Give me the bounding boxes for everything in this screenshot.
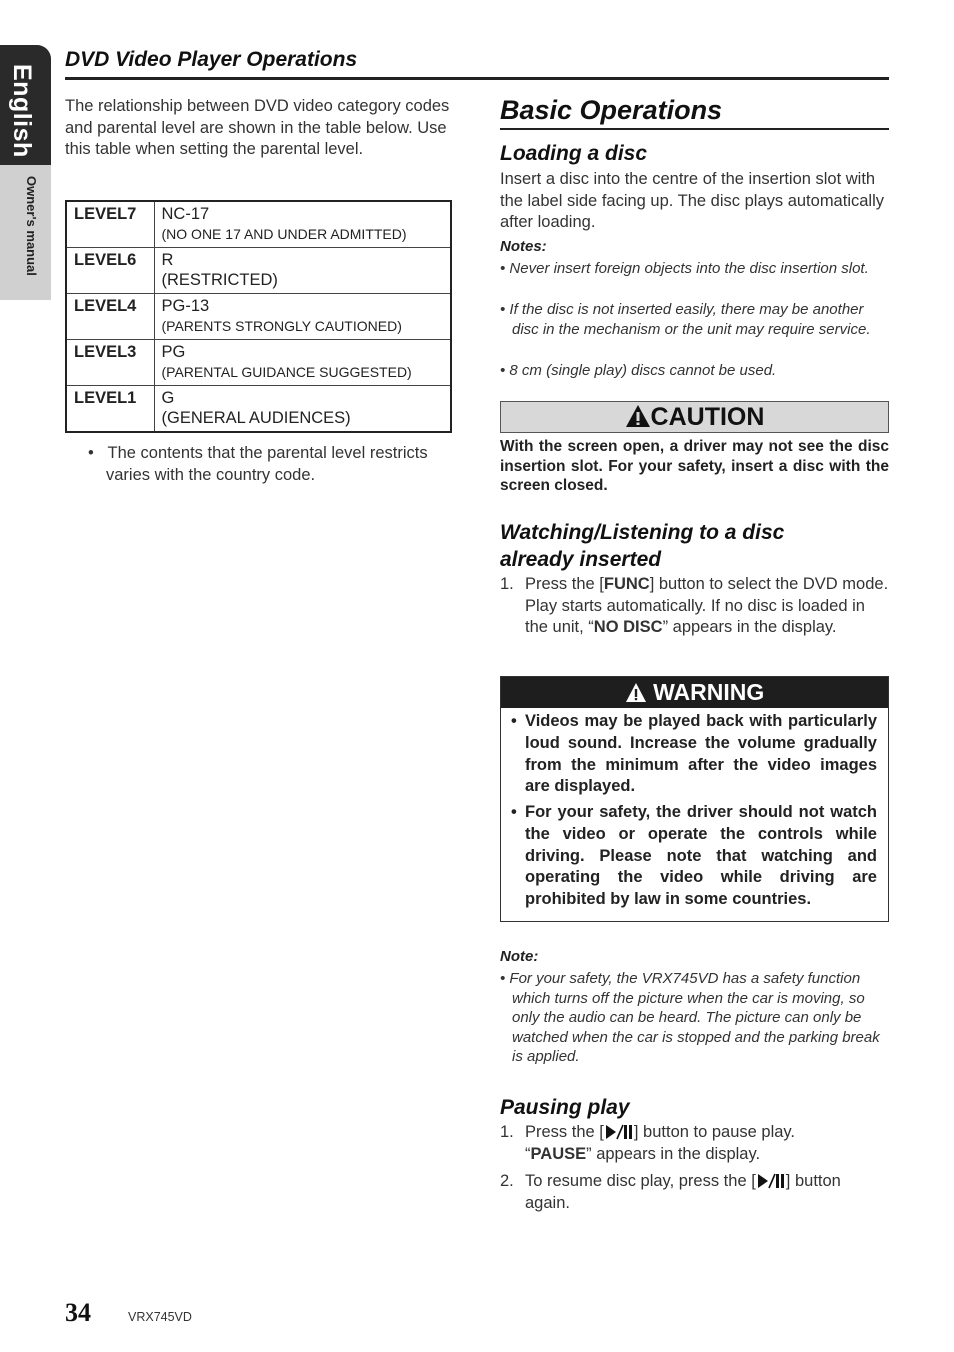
parental-level-table [65, 200, 452, 433]
header-rule [65, 77, 889, 80]
table-row [66, 340, 451, 386]
rating-code: NC-17 [161, 205, 210, 223]
watching-step-1 [500, 574, 889, 639]
warning-item [511, 802, 877, 911]
table-row [66, 294, 451, 340]
rating-description: (NO ONE 17 AND UNDER ADMITTED) [161, 226, 407, 242]
pausing-heading: Pausing play [500, 1096, 630, 1119]
level-cell: LEVEL6 [66, 248, 154, 294]
pause-label: PAUSE [530, 1144, 587, 1163]
notes-label: Notes: [500, 238, 547, 255]
level-cell: LEVEL1 [66, 386, 154, 433]
caution-text: With the screen open, a driver may not see the disc insertion slot. For your safety, insert a disc with the screen closed. [500, 438, 889, 495]
note-label: Note: [500, 948, 539, 965]
step-text: Press the [ [525, 575, 604, 593]
model-number: VRX745VD [128, 1310, 192, 1324]
section-title: DVD Video Player Operations [65, 48, 358, 71]
rating-description: (PARENTS STRONGLY CAUTIONED) [161, 318, 402, 334]
warning-triangle-icon [625, 404, 651, 428]
level-cell: LEVEL3 [66, 340, 154, 386]
side-tab-manual: Owner's manual [24, 176, 39, 276]
loading-text: Insert a disc into the centre of the insertion slot with the label side facing up. The disc plays automatically after loading. [500, 170, 884, 232]
step-text: “ [525, 1144, 531, 1163]
note-text: For your safety, the VRX745VD has a safety function which turns off the picture when the car is moving, so only the audio can be heard. The picture can only be watched when the car is stopped and the parking break is applied. [509, 970, 880, 1066]
note-item: • Never insert foreign objects into the disc insertion slot. [500, 260, 869, 277]
func-button-label: FUNC [603, 575, 650, 593]
step-text: ] button again. [525, 1172, 841, 1212]
note-item: • 8 cm (single play) discs cannot be used. [500, 362, 777, 379]
warning-label: WARNING [653, 679, 765, 705]
caution-label: CAUTION [650, 403, 765, 431]
level-cell: LEVEL4 [66, 294, 154, 340]
warning-text: For your safety, the driver should not watch the video or operate the controls while driving. Please note that watching and operating the video while driving are prohibited by law in some countries. [525, 803, 877, 909]
bullet-icon: • [511, 803, 517, 821]
rating-description: (GENERAL AUDIENCES) [161, 409, 351, 427]
rating-cell [154, 386, 451, 433]
watching-heading-line2: already inserted [500, 548, 662, 571]
step-text: ” appears in the display. [662, 618, 837, 637]
note-item: • If the disc is not inserted easily, there may be another disc in the mechanism or the unit may require service. [500, 301, 871, 338]
page-number: 34 [65, 1298, 91, 1327]
intro-paragraph: The relationship between DVD video category codes and parental level are shown in the table below. Use this table when setting the parental level. [65, 97, 450, 159]
warning-text: Videos may be played back with particularly loud sound. Increase the volume gradually from the minimum after the video images are displayed. [525, 712, 877, 796]
pausing-step-1 [500, 1122, 889, 1165]
note-text: If the disc is not inserted easily, there may be another disc in the mechanism or the unit may require service. [509, 301, 871, 338]
rating-code: PG-13 [161, 297, 210, 315]
step-number: 1. [500, 1123, 514, 1141]
table-row [66, 248, 451, 294]
rating-cell [154, 201, 451, 248]
step-text: ” appears in the display. [586, 1144, 761, 1163]
rating-code: R [161, 251, 174, 269]
rating-description: (RESTRICTED) [161, 271, 278, 289]
warning-header [501, 677, 888, 708]
bullet-icon: • [88, 444, 108, 462]
step-number: 2. [500, 1172, 514, 1190]
side-tab-language: English [8, 64, 36, 158]
pausing-step-2 [500, 1171, 889, 1214]
level-cell: LEVEL7 [66, 201, 154, 248]
rating-code: G [161, 389, 175, 407]
warning-triangle-icon [625, 682, 647, 703]
play-pause-icon [604, 1124, 634, 1140]
note-text: 8 cm (single play) discs cannot be used. [509, 362, 777, 379]
caution-banner [500, 401, 889, 433]
step-text: ] button to select the DVD mode. Play starts automatically. If no disc is loaded in the unit, “ [525, 575, 889, 637]
rating-cell [154, 294, 451, 340]
loading-heading: Loading a disc [500, 142, 648, 165]
step-number: 1. [500, 575, 514, 593]
note-text: Never insert foreign objects into the disc insertion slot. [509, 260, 869, 277]
table-row [66, 386, 451, 433]
warning-item [511, 711, 877, 798]
country-code-note-text: The contents that the parental level restricts varies with the country code. [106, 444, 428, 484]
rating-cell [154, 340, 451, 386]
step-text: ] button to pause play. [633, 1123, 796, 1141]
safety-note: • For your safety, the VRX745VD has a safety function which turns off the picture when the car is moving, so only the audio can be heard. The picture can only be watched when the car is stopped and the parking break is applied. [500, 970, 880, 1066]
warning-box [500, 676, 889, 922]
rating-cell [154, 248, 451, 294]
play-pause-icon [756, 1173, 786, 1189]
rating-description: (PARENTAL GUIDANCE SUGGESTED) [161, 364, 412, 380]
page-title: Basic Operations [500, 95, 723, 125]
title-rule [500, 128, 889, 130]
table-row [66, 201, 451, 248]
step-text: Press the [ [525, 1123, 604, 1141]
watching-heading-line1: Watching/Listening to a disc [500, 521, 785, 544]
rating-code: PG [161, 343, 186, 361]
step-text: To resume disc play, press the [ [525, 1172, 756, 1190]
no-disc-label: NO DISC [593, 618, 663, 637]
country-code-note [88, 443, 428, 486]
bullet-icon: • [511, 712, 517, 730]
